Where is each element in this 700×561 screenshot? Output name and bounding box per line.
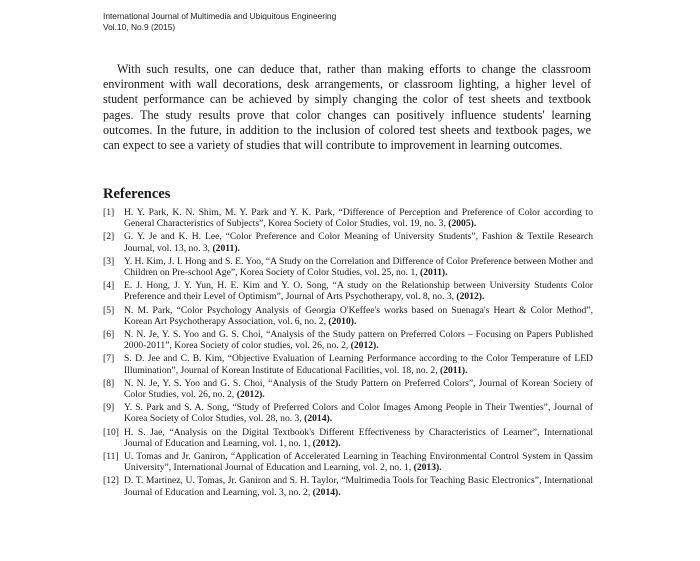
reference-text: N. M. Park, “Color Psychology Analysis of Georgia O'Keffee's works based on Suenaga's Heart & Color Method”, Korean Art Psychotherapy Association, vol. 6, no. 2, (2010).	[124, 304, 593, 327]
reference-year: (2011).	[212, 242, 240, 254]
reference-number: [3]	[103, 255, 115, 267]
reference-list	[103, 207, 593, 500]
reference-year: (2012).	[350, 340, 379, 352]
reference-year: (2011).	[420, 267, 448, 279]
reference-year: (2012).	[236, 389, 265, 401]
reference-number: [10]	[103, 426, 119, 438]
reference-number: [8]	[103, 377, 115, 389]
reference-text: G. Y. Je and K. H. Lee, “Color Preference and Color Meaning of University Students”, Fashion & Textile Research Journal, vol. 13, no. 3, (2011).	[124, 231, 593, 254]
reference-item	[103, 305, 593, 328]
reference-year: (2012).	[312, 437, 341, 449]
reference-text: Y. S. Park and S. A. Song, “Study of Preferred Colors and Color Images Among People in Their Twenties”, Journal of Korea Society of Color Studies, vol. 28, no. 3, (2014).	[124, 402, 593, 425]
running-header	[103, 11, 336, 33]
reference-year: (2010).	[328, 315, 357, 327]
reference-text: E. J. Hong, J. Y. Yun, H. E. Kim and Y. O. Song, “A study on the Relationship between University Students Color Preference and their Level of Optimism”, Journal of Arts Psychotherapy, vol. 8, no. 3, (2012).	[124, 280, 593, 303]
reference-text: Y. H. Kim, J. I. Hong and S. E. Yoo, “A Study on the Correlation and Difference of Color Preference between Mother and Children on Pre-school Age”, Korea Society of Color Studies, vol. 25, no. 1, (2011).	[124, 255, 593, 279]
reference-item	[103, 207, 593, 230]
reference-text: N. N. Je, Y. S. Yoo and G. S. Choi, “Analysis of the Study Pattern on Preferred Colors”, Journal of Korean Society of Color Studies, vol. 26, no. 2, (2012).	[124, 377, 593, 401]
reference-year: (2012).	[456, 291, 485, 303]
reference-text: N. N. Je, Y. S. Yoo and G. S. Choi, “Analysis of the Study pattern on Preferred Colors – Focusing on Papers Published 2000-2011”, Korea Society of color studies, vol. 26, no. 2, (2012).	[124, 328, 593, 352]
reference-number: [4]	[103, 280, 115, 292]
reference-item	[103, 402, 593, 425]
reference-year: (2014).	[312, 486, 341, 498]
reference-item	[103, 329, 593, 352]
journal-volume: Vol.10, No.9 (2015)	[103, 22, 176, 32]
journal-name: International Journal of Multimedia and Ubiquitous Engineering	[103, 11, 337, 21]
reference-item	[103, 427, 593, 450]
reference-item	[103, 378, 593, 401]
reference-number: [1]	[103, 207, 115, 218]
references-heading: References	[103, 186, 171, 202]
reference-text: S. D. Jee and C. B. Kim, “Objective Evaluation of Learning Performance according to the Color Temperature of LED Illumination”, Journal of Korean Institute of Educational Facilities, vol. 18, no. 2, (2011).	[124, 353, 593, 376]
reference-number: [11]	[103, 450, 119, 462]
reference-year: (2013).	[413, 462, 442, 474]
reference-number: [2]	[103, 231, 115, 243]
reference-item	[103, 231, 593, 254]
reference-item	[103, 451, 593, 474]
reference-year: (2014).	[304, 413, 333, 425]
reference-number: [5]	[103, 304, 115, 316]
reference-text: D. T. Martinez, U. Tomas, Jr. Ganiron and S. H. Taylor, “Multimedia Tools for Teaching Basic Electronics”, International Journal of Education and Learning, vol. 3, no. 2, (2014).	[124, 475, 593, 498]
reference-text: H. S. Jae, “Analysis on the Digital Textbook's Different Effectiveness by Characteristics of Learner”, International Journal of Education and Learning, vol. 1, no. 1, (2012).	[124, 426, 593, 449]
reference-text: U. Tomas and Jr. Ganiron, “Application of Accelerated Learning in Teaching Environmental Control System in Qassim University”, International Journal of Education and Learning, vol. 2, no. 1, (2013).	[124, 450, 593, 474]
reference-year: (2005).	[448, 218, 477, 230]
reference-year: (2011).	[440, 364, 468, 376]
reference-item	[103, 475, 593, 498]
reference-number: [12]	[103, 475, 119, 487]
reference-number: [9]	[103, 402, 115, 414]
reference-item	[103, 280, 593, 303]
reference-item	[103, 256, 593, 279]
conclusion-paragraph: With such results, one can deduce that, rather than making efforts to change the classroom environment with wall decorations, desk arrangements, or classroom lighting, a higher level of student performance can be achieved by simply changing the color of test sheets and textbook pages. The study results prove that color changes can positively influence students' learning outcomes. In the future, in addition to the inclusion of colored test sheets and textbook pages, we can expect to see a variety of studies that will contribute to improvement in learning outcomes.	[103, 62, 591, 153]
reference-item	[103, 353, 593, 376]
reference-number: [7]	[103, 353, 115, 365]
reference-text: H. Y. Park, K. N. Shim, M. Y. Park and Y. K. Park, “Difference of Perception and Preference of Color according to General Characteristics of Subjects”, Korea Society of Color Studies, vol. 19, no. 3, (2005).	[124, 207, 593, 230]
reference-number: [6]	[103, 328, 115, 340]
